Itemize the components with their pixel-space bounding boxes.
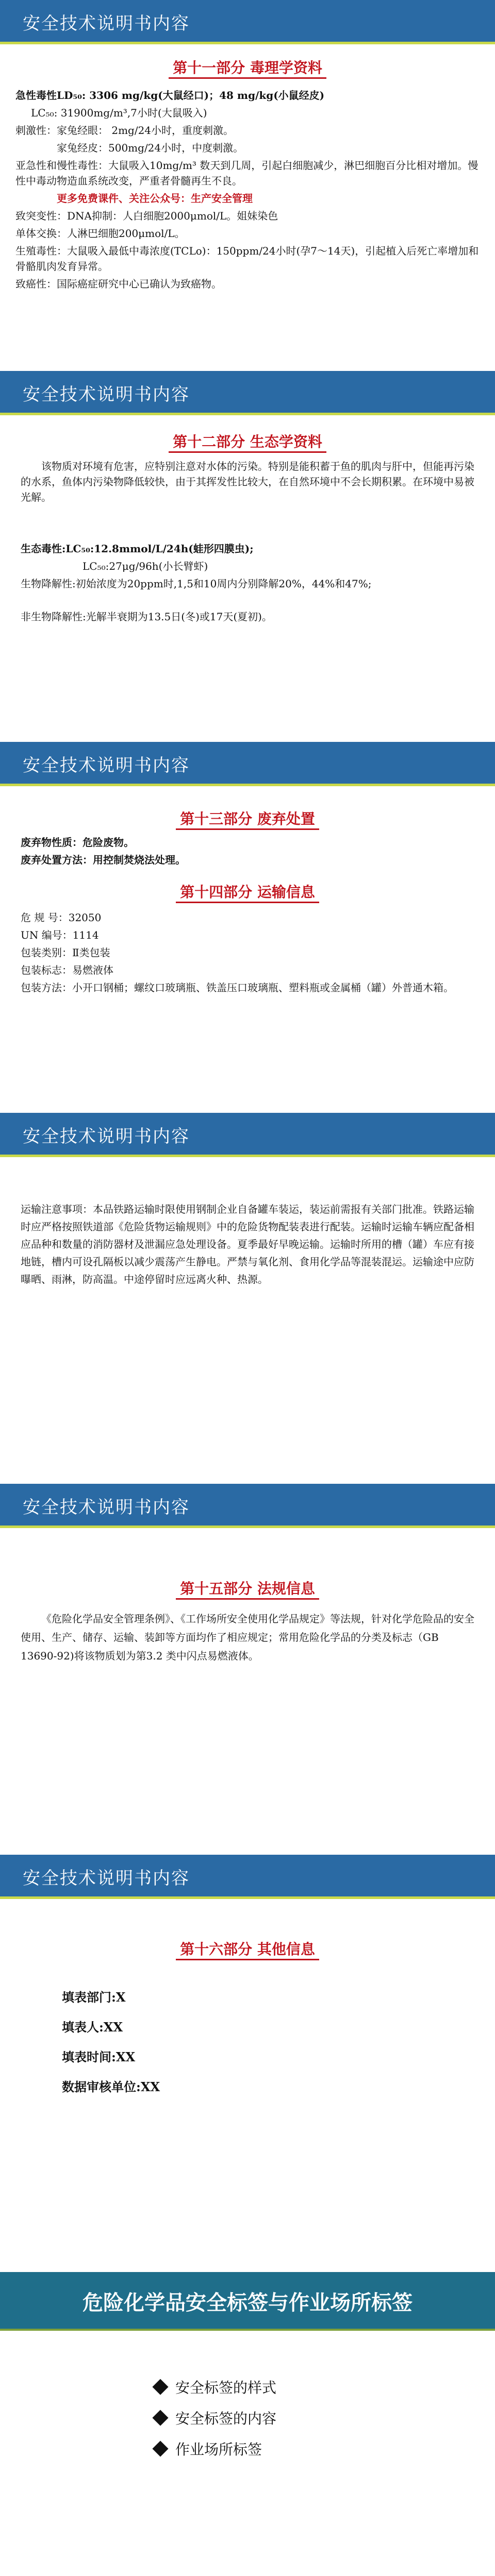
line: 包装标志：易燃液体 — [21, 964, 113, 976]
line: 填表部门:X — [62, 1990, 126, 2005]
line: 生殖毒性：大鼠吸入最低中毒浓度(TCLo)：150ppm/24小时(孕7～14天)，引起植入后死亡率增加和骨骼肌肉发育异常。 — [15, 245, 479, 273]
line: 单体交换：人淋巴细胞200μmol/L。 — [15, 227, 185, 240]
line: 危 规 号：32050 — [21, 911, 102, 924]
line: 废弃物性质：危险废物。 — [21, 836, 134, 849]
line: 急性毒性LD₅₀: 3306 mg/kg(大鼠经口)；48 mg/kg(小鼠经皮) — [15, 89, 325, 101]
line: 亚急性和慢性毒性：大鼠吸入10mg/m³ 数天到几周，引起白细胞减少，淋巴细胞百分比相对增加。慢性中毒动物造血系统改变，严重者骨髓再生不良。 — [15, 159, 478, 187]
line: LC₅₀: 31900mg/m³,7小时(大鼠吸入) — [31, 107, 207, 119]
line: 致突变性：DNA抑制：人白细胞2000μmol/L。姐妹染色 — [15, 210, 278, 222]
line: 填表人:XX — [62, 2020, 123, 2035]
line: 生物降解性:初始浓度为20ppm时,1,5和10周内分别降解20%，44%和47%; — [21, 578, 372, 590]
bullet-item: 作业场所标签 — [155, 2442, 262, 2458]
bullet-item: 安全标签的内容 — [155, 2411, 276, 2427]
paragraph: 该物质对环境有危害，应特别注意对水体的污染。特别是能积蓄于鱼的肌肉与肝中，但能再污染的水系，鱼体内污染物降低较快，由于其挥发性比较大，在自然环境中不会长期积累。在环境中易被光解。 — [21, 460, 474, 503]
bullet-item: 安全标签的样式 — [155, 2380, 276, 2396]
section-title: 第十六部分 其他信息 — [0, 1938, 495, 1959]
line: 生态毒性:LC₅₀:12.8mmol/L/24h(蛙形四膜虫); — [21, 543, 254, 555]
banner-title: 安全技术说明书内容 — [23, 384, 190, 405]
slide-title: 危险化学品安全标签与作业场所标签 — [82, 2291, 412, 2315]
banner-title: 安全技术说明书内容 — [23, 1126, 190, 1147]
line: 包装方法：小开口钢桶；螺纹口玻璃瓶、铁盖压口玻璃瓶、塑料瓶或金属桶（罐）外普通木箱。 — [21, 981, 454, 994]
bullet-icon — [152, 2410, 168, 2426]
section-title: 第十一部分 毒理学资料 — [0, 57, 495, 77]
section-title: 第十二部分 生态学资料 — [0, 431, 495, 451]
slide-banner — [0, 0, 495, 44]
divider — [0, 2329, 495, 2331]
slide-banner — [0, 1484, 495, 1528]
slide-banner — [0, 742, 495, 786]
section-title: 第十五部分 法规信息 — [0, 1578, 495, 1598]
slide-banner — [0, 1113, 495, 1157]
line: 数据审核单位:XX — [62, 2079, 160, 2094]
slide-ecology — [0, 371, 495, 742]
slide-transport-notes — [0, 1113, 495, 1484]
line: 刺激性：家兔经眼： 2mg/24小时，重度刺激。 — [15, 124, 234, 137]
banner-title: 安全技术说明书内容 — [23, 13, 190, 34]
banner-title: 安全技术说明书内容 — [23, 1868, 190, 1889]
slide-toxicology — [0, 0, 495, 371]
banner-title: 安全技术说明书内容 — [23, 755, 190, 776]
paragraph: 《危险化学品安全管理条例》、《工作场所安全使用化学品规定》等法规，针对化学危险品的安全使用、生产、储存、运输、装卸等方面均作了相应规定；常用危险化学品的分类及标志（GB 13690-92)将该物质划为第3.2 类中闪点易燃液体。 — [21, 1613, 474, 1662]
line: UN 编号：1114 — [21, 929, 99, 941]
slide-other-info — [0, 1855, 495, 2226]
line: 致癌性：国际癌症研究中心已确认为致癌物。 — [15, 278, 222, 290]
line: 更多免费课件、关注公众号：生产安全管理 — [57, 192, 253, 205]
paragraph: 运输注意事项：本品铁路运输时限使用钢制企业自备罐车装运，装运前需报有关部门批准。铁路运输时应严格按照铁道部《危险货物运输规则》中的危险货物配装表进行配装。运输时运输车辆应配备相应品种和数量的消防器材及泄漏应急处理设备。夏季最好早晚运输。运输时所用的槽（罐）车应有接地链，槽内可设孔隔板以减少震荡产生静电。严禁与氧化剂、食用化学品等混装混运。运输途中应防曝晒、雨淋，防高温。中途停留时应远离火种、热源。 — [21, 1203, 474, 1285]
line: 填表时间:XX — [62, 2049, 136, 2064]
line: LC₅₀:27μg/96h(小长臂虾) — [82, 560, 208, 572]
line: 废弃处置方法：用控制焚烧法处理。 — [21, 854, 186, 866]
slide-banner — [0, 1855, 495, 1899]
section-title: 第十四部分 运输信息 — [0, 881, 495, 902]
slide-disposal-transport — [0, 742, 495, 1113]
line: 家兔经皮：500mg/24小时，中度刺激。 — [57, 142, 244, 154]
slide-labels-outline — [0, 2226, 495, 2576]
banner-title: 安全技术说明书内容 — [23, 1497, 190, 1518]
slide-banner — [0, 371, 495, 415]
bullet-icon — [152, 2379, 168, 2395]
slide-regulations — [0, 1484, 495, 1855]
section-title: 第十三部分 废弃处置 — [0, 808, 495, 828]
line: 包装类别：Ⅱ类包装 — [21, 946, 110, 959]
line: 非生物降解性:光解半衰期为13.5日(冬)或17天(夏初)。 — [21, 611, 272, 623]
bullet-icon — [152, 2441, 168, 2456]
